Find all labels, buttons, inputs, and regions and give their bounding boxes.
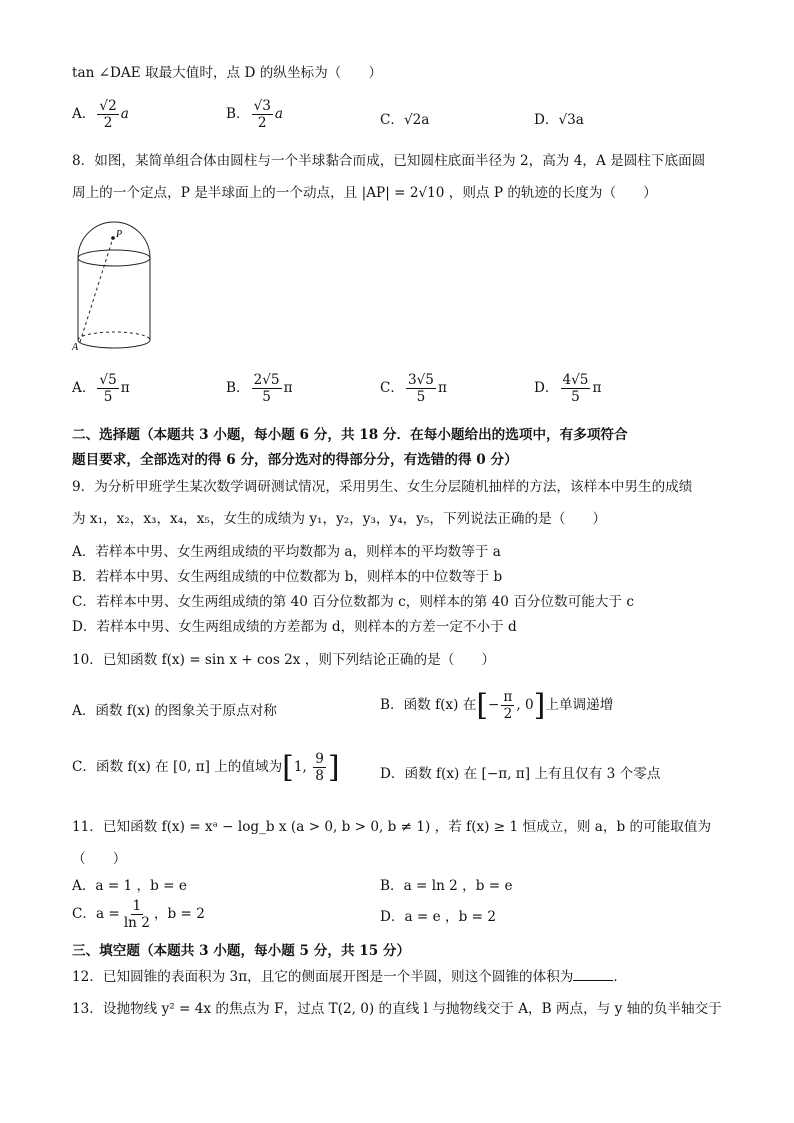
left-bracket: [: [476, 688, 489, 723]
numerator: √5: [99, 372, 117, 388]
q10-option-d[interactable]: D．函数 f(x) 在 [−π, π] 上有且仅有 3 个零点: [380, 766, 661, 782]
option-label: A．: [72, 106, 96, 122]
point-p: [111, 236, 115, 240]
denominator: 8: [315, 768, 324, 784]
option-text: √2a: [404, 112, 430, 128]
q7-stem-tail: tan ∠DAE 取最大值时，点 D 的纵坐标为（ ）: [72, 65, 383, 81]
q9-option-a[interactable]: A．若样本中男、女生两组成绩的平均数都为 a，则样本的平均数等于 a: [72, 544, 501, 560]
q9-line1: 9．为分析甲班学生某次数学调研测试情况，采用男生、女生分层随机抽样的方法，该样本中男生的成绩: [72, 479, 693, 495]
q12-text: 12．已知圆锥的表面积为 3π，且它的侧面展开图是一个半圆，则这个圆锥的体积为: [72, 969, 574, 985]
option-text: B．函数 f(x) 在: [380, 697, 477, 713]
q11-option-b[interactable]: B．a = ln 2 ，b = e: [380, 878, 513, 894]
fraction: [97, 372, 118, 405]
suffix: a: [274, 106, 284, 122]
denominator: 2: [503, 706, 513, 722]
fraction: [97, 98, 118, 131]
option-label: B．: [226, 106, 250, 122]
option-label: C．: [380, 380, 404, 396]
label-a: A: [72, 342, 79, 353]
answer-blank[interactable]: [573, 968, 613, 981]
option-text: √3a: [558, 112, 584, 128]
numerator: 4√5: [562, 372, 589, 388]
q7-option-c[interactable]: [380, 108, 429, 128]
numerator: √3: [253, 98, 271, 114]
denominator: 5: [571, 389, 580, 405]
q11-stem: 11．已知函数 f(x) = xᵃ − log_b x (a > 0, b > 0, b ≠ 1) ，若 f(x) ≥ 1 恒成立，则 a，b 的可能取值为: [72, 819, 712, 835]
q8-option-d[interactable]: [534, 372, 601, 405]
q12: [72, 968, 627, 986]
fraction: [122, 898, 152, 931]
bottom-front-arc: [78, 340, 150, 348]
q11-answer-paren: （ ）: [72, 851, 127, 867]
interval-right: , 0: [516, 697, 534, 713]
suffix: π: [437, 380, 447, 396]
q7-option-b[interactable]: [226, 98, 283, 131]
label-p: P: [116, 229, 123, 240]
denominator: ln 2: [123, 915, 150, 931]
left-bracket: [: [282, 750, 294, 785]
q8-option-b[interactable]: [226, 372, 293, 405]
cylinder-hemisphere-figure: [70, 220, 160, 355]
numerator: 3√5: [408, 372, 434, 388]
q8-option-c[interactable]: [380, 372, 447, 405]
suffix: a: [120, 106, 129, 122]
fraction: [252, 372, 282, 405]
q11-option-c[interactable]: [72, 898, 205, 931]
denominator: 5: [416, 389, 426, 405]
option-label: A．: [72, 380, 96, 396]
denominator: 2: [103, 115, 113, 131]
bottom-back-arc: [78, 332, 150, 340]
q9-line2: 为 x₁，x₂，x₃，x₄，x₅，女生的成绩为 y₁，y₂，y₃，y₄，y₅，下列说法正确的是（ ）: [72, 511, 607, 527]
q10-option-a[interactable]: A．函数 f(x) 的图象关于原点对称: [72, 703, 277, 719]
suffix: π: [120, 380, 130, 396]
q13-stem: 13．设抛物线 y² = 4x 的焦点为 F，过点 T(2, 0) 的直线 l 与抛物线交于 A，B 两点，与 y 轴的负半轴交于: [72, 1001, 722, 1017]
q9-option-c[interactable]: C．若样本中男、女生两组成绩的第 40 百分位数都为 c，则样本的第 40 百分位数可能大于 c: [72, 594, 634, 610]
q10-option-c[interactable]: [72, 750, 340, 785]
q11-option-a[interactable]: A．a = 1 ，b = e: [72, 878, 187, 894]
numerator: 2√5: [253, 372, 280, 388]
q10-stem: 10．已知函数 f(x) = sin x + cos 2x ，则下列结论正确的是（ ）: [72, 652, 496, 668]
denominator: 5: [262, 389, 271, 405]
option-text-tail: 上单调递增: [545, 697, 614, 713]
option-text: C．a =: [72, 906, 120, 922]
option-label: D．: [534, 112, 559, 128]
option-text: C．函数 f(x) 在 [0, π] 上的值域为: [72, 759, 283, 775]
option-label: C．: [380, 112, 404, 128]
q8-line1: 8．如图，某简单组合体由圆柱与一个半球黏合而成，已知圆柱底面半径为 2，高为 4，A 是圆柱下底面圆: [72, 153, 706, 169]
fraction: [561, 372, 591, 405]
q9-option-d[interactable]: D．若样本中男、女生两组成绩的方差都为 d，则样本的方差一定不小于 d: [72, 619, 517, 635]
numerator: √2: [99, 98, 117, 114]
fraction: [501, 689, 514, 722]
q8-line2: 周上的一个定点，P 是半球面上的一个动点，且 |AP| = 2√10 ，则点 P 的轨迹的长度为（ ）: [72, 185, 657, 201]
interval-sign: −: [488, 697, 500, 713]
numerator: 1: [132, 898, 142, 914]
option-text-tail: ，b = 2: [153, 906, 205, 922]
fraction: [252, 98, 273, 131]
suffix: π: [592, 380, 602, 396]
denominator: 5: [103, 389, 113, 405]
right-bracket: ]: [533, 688, 546, 723]
top-ellipse: [78, 250, 150, 266]
q7-option-d[interactable]: [534, 108, 584, 128]
section3-heading: 三、填空题（本题共 3 小题，每小题 5 分，共 15 分）: [72, 943, 411, 959]
q11-option-d[interactable]: D．a = e ，b = 2: [380, 909, 496, 925]
fraction: [313, 751, 326, 784]
q9-option-b[interactable]: B．若样本中男、女生两组成绩的中位数都为 b，则样本的中位数等于 b: [72, 569, 503, 585]
interval-left: 1,: [293, 759, 312, 775]
q7-option-a[interactable]: [72, 98, 129, 131]
q8-option-a[interactable]: [72, 372, 130, 405]
numerator: 9: [315, 751, 324, 767]
section2-heading-line1: 二、选择题（本题共 3 小题，每小题 6 分，共 18 分．在每小题给出的选项中，有多项符合: [72, 427, 628, 443]
numerator: π: [503, 689, 513, 705]
option-label: B．: [226, 380, 250, 396]
q12-period: ．: [613, 969, 627, 985]
option-label: D．: [534, 380, 559, 396]
section2-heading-line2: 题目要求，全部选对的得 6 分，部分选对的得部分分，有选错的得 0 分）: [72, 452, 518, 468]
denominator: 2: [257, 115, 267, 131]
right-bracket: ]: [327, 750, 340, 785]
q10-option-b[interactable]: [380, 688, 613, 723]
fraction: [406, 372, 436, 405]
suffix: π: [283, 380, 293, 396]
